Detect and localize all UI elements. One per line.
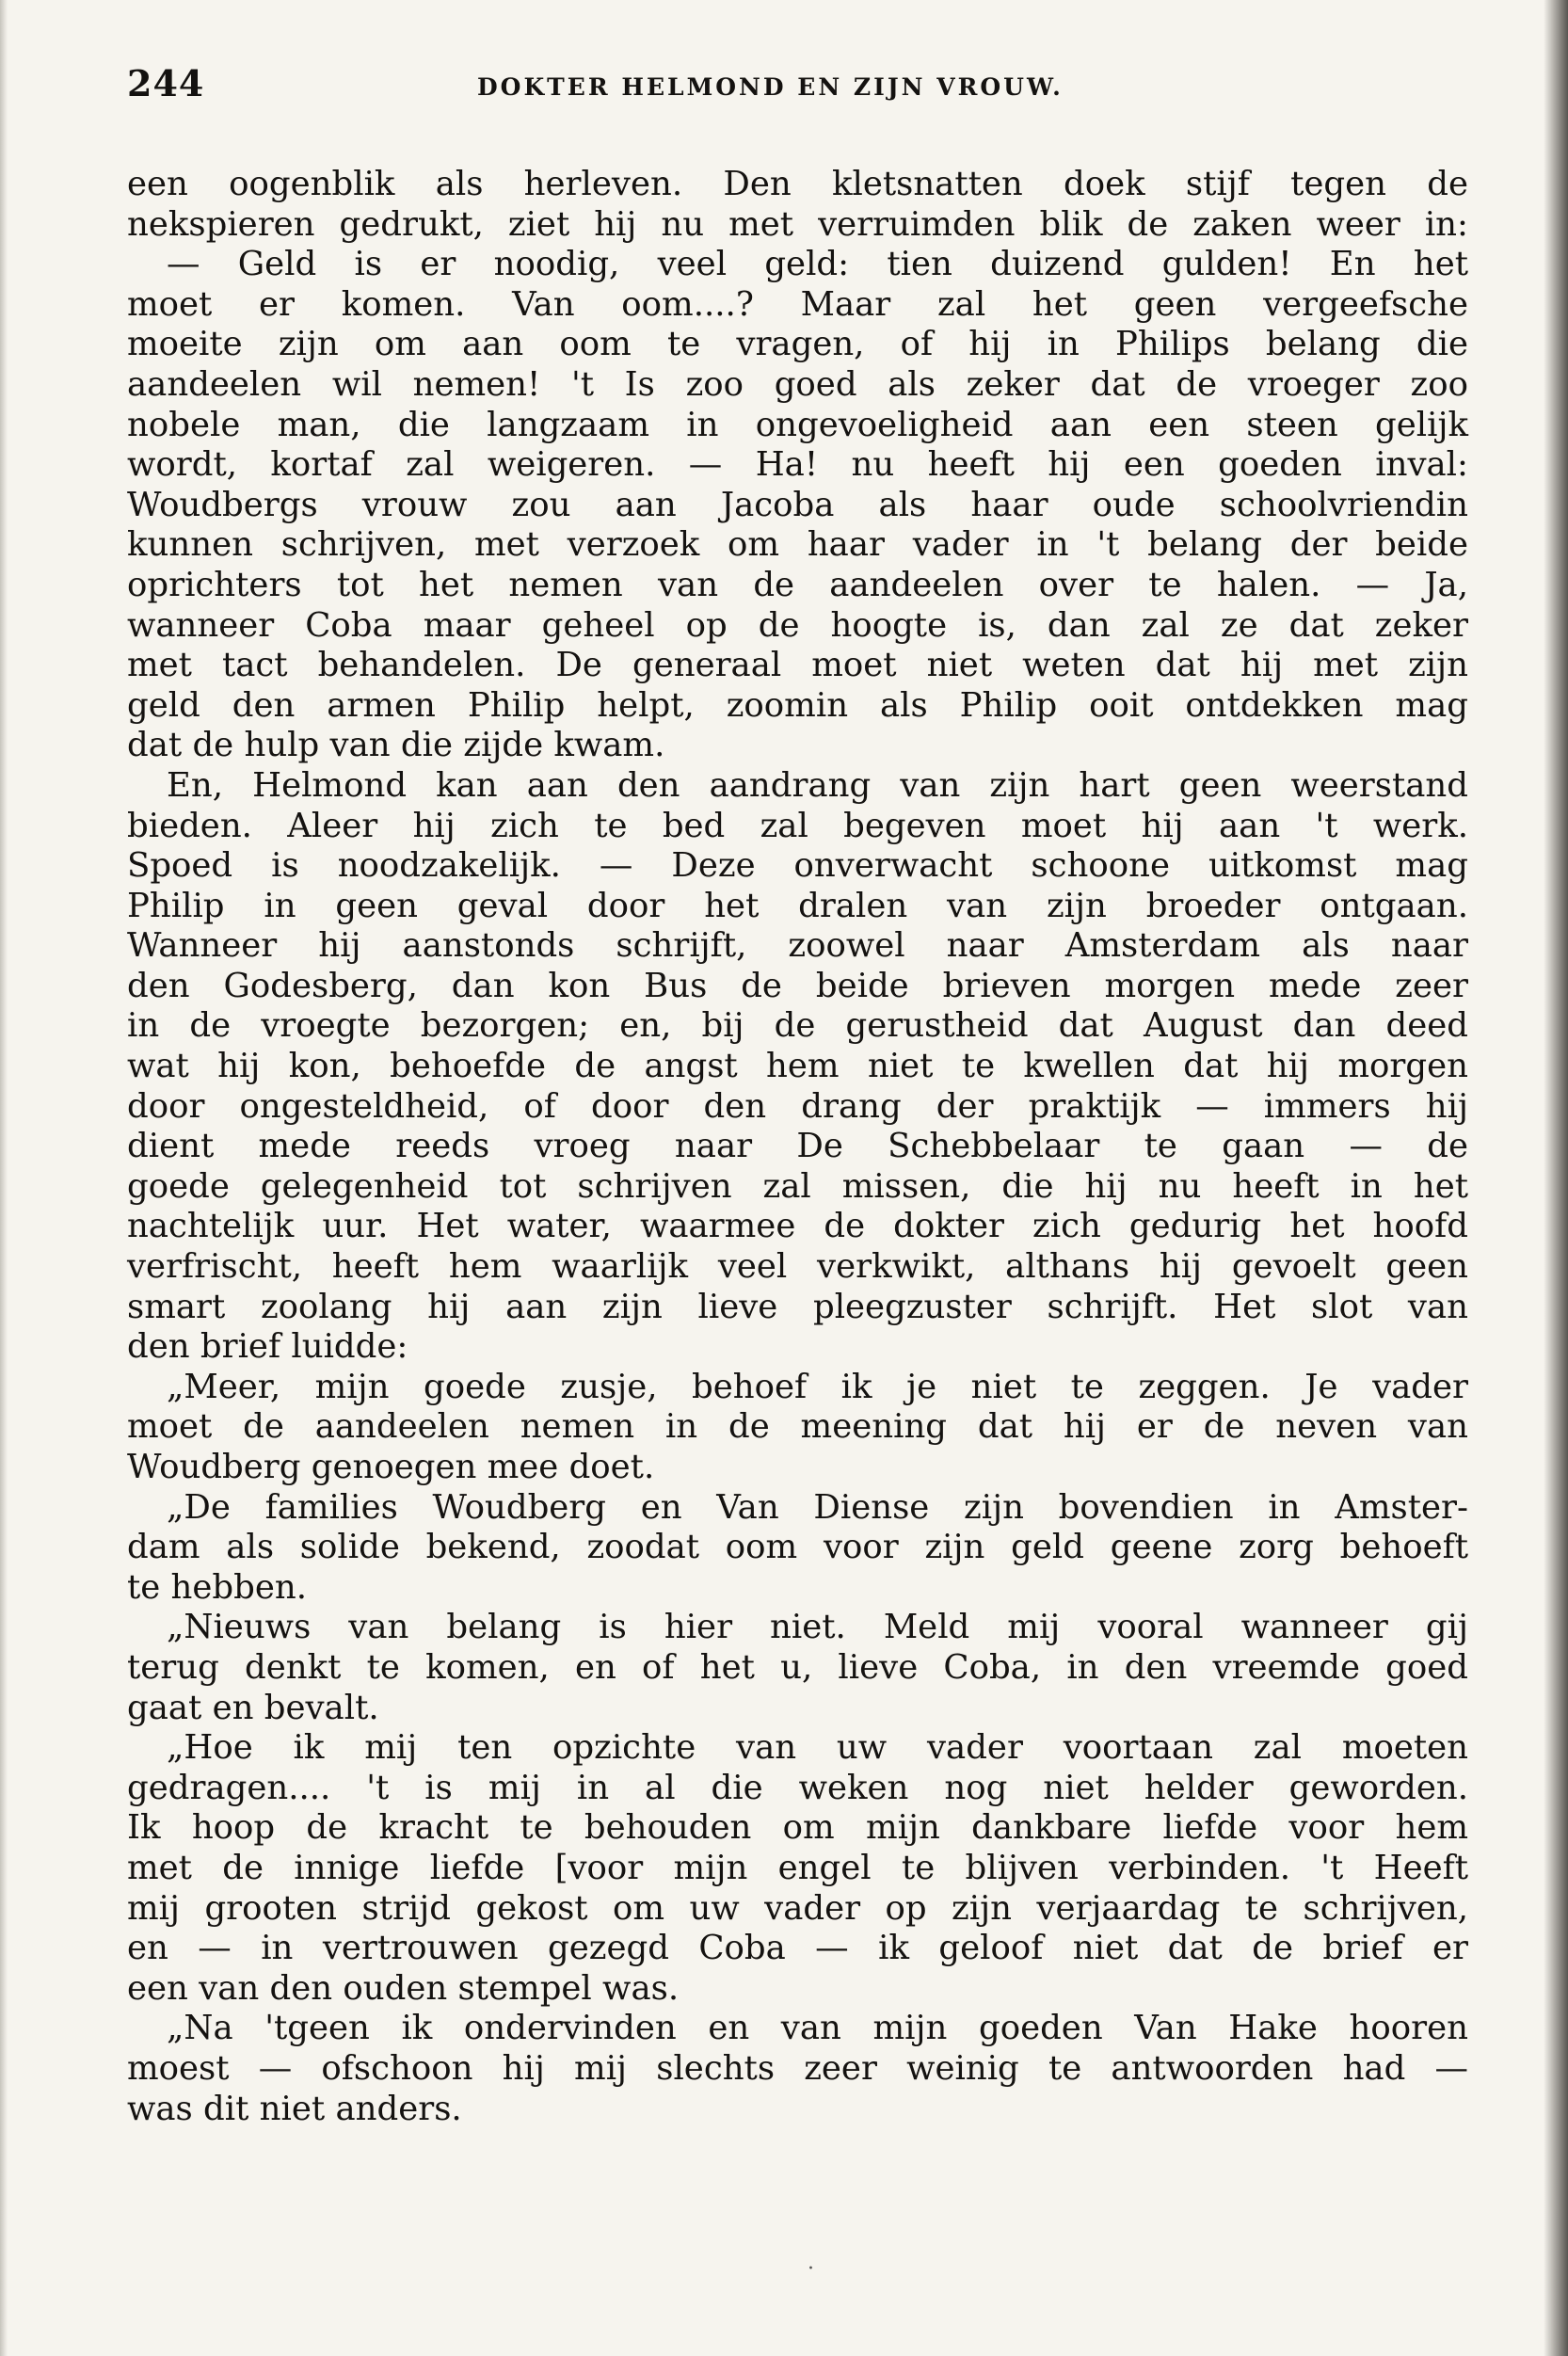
text-line: den Godesberg, dan kon Bus de beide brieven morgen mede zeer: [127, 966, 1468, 1005]
text-line: een van den ouden stempel was.: [127, 1968, 680, 2008]
text-line: moet de aandeelen nemen in de meening dat hij er de neven van: [127, 1407, 1468, 1447]
text-line: dam als solide bekend, zoodat oom voor zijn geld geene zorg behoeft: [127, 1528, 1468, 1567]
text-line: „Nieuws van belang is hier niet. Meld mij vooral wanneer gij: [167, 1608, 1468, 1647]
page-header: [127, 62, 1482, 119]
text-line: „Na 'tgeen ik ondervinden en van mijn goeden Van Hake hooren: [167, 2009, 1468, 2048]
text-line: in de vroegte bezorgen; en, bij de gerustheid dat August dan deed: [127, 1006, 1468, 1046]
text-line: nachtelijk uur. Het water, waarmee de dokter zich gedurig het hoofd: [127, 1207, 1468, 1246]
text-line: den brief luidde:: [127, 1327, 408, 1367]
page-number: 244: [127, 62, 205, 104]
text-line: goede gelegenheid tot schrijven zal missen, die hij nu heeft in het: [127, 1166, 1468, 1206]
text-line: moet er komen. Van oom....? Maar zal het geen vergeefsche: [127, 284, 1468, 324]
text-line: Philip in geen geval door het dralen van zijn broeder ontgaan.: [127, 886, 1468, 925]
text-line: smart zoolang hij aan zijn lieve pleegzuster schrijft. Het slot van: [127, 1287, 1468, 1326]
page-binding-shadow: [1544, 0, 1568, 2356]
text-line: En, Helmond kan aan den aandrang van zijn hart geen weerstand: [167, 765, 1468, 805]
print-speck: ·: [808, 2257, 814, 2281]
text-line: „Meer, mijn goede zusje, behoef ik je niet te zeggen. Je vader: [167, 1367, 1468, 1406]
text-line: wordt, kortaf zal weigeren. — Ha! nu heeft hij een goeden inval:: [127, 445, 1468, 485]
text-line: wat hij kon, behoefde de angst hem niet te kwellen dat hij morgen: [127, 1047, 1468, 1086]
text-line: een oogenblik als herleven. Den kletsnatten doek stijf tegen de: [127, 165, 1468, 203]
text-line: te hebben.: [127, 1567, 308, 1607]
body-text: [127, 165, 1468, 2129]
text-line: en — in vertrouwen gezegd Coba — ik geloof niet dat de brief er: [127, 1929, 1468, 1968]
text-line: gedragen.... 't is mij in al die weken nog niet helder geworden.: [127, 1768, 1468, 1807]
text-line: geld den armen Philip helpt, zoomin als Philip ooit ontdekken mag: [127, 685, 1468, 725]
text-line: moest — ofschoon hij mij slechts zeer weinig te antwoorden had —: [127, 2048, 1468, 2088]
text-line: dat de hulp van die zijde kwam.: [127, 726, 665, 765]
text-line: „De families Woudberg en Van Diense zijn bovendien in Amster-: [167, 1487, 1468, 1527]
text-line: terug denkt te komen, en of het u, lieve Coba, in den vreemde goed: [127, 1647, 1468, 1687]
text-line: oprichters tot het nemen van de aandeelen over te halen. — Ja,: [127, 565, 1468, 604]
text-line: Spoed is noodzakelijk. — Deze onverwacht schoone uitkomst mag: [127, 846, 1468, 886]
text-line: — Geld is er noodig, veel geld: tien duizend gulden! En het: [167, 245, 1468, 284]
text-line: was dit niet anders.: [127, 2089, 462, 2128]
text-line: bieden. Aleer hij zich te bed zal begeven moet hij aan 't werk.: [127, 806, 1468, 845]
text-line: Woudbergs vrouw zou aan Jacoba als haar oude schoolvriendin: [127, 485, 1468, 524]
text-line: nobele man, die langzaam in ongevoeligheid aan een steen gelijk: [127, 405, 1468, 444]
text-line: gaat en bevalt.: [127, 1688, 379, 1727]
text-line: verfrischt, heeft hem waarlijk veel verkwikt, althans hij gevoelt geen: [127, 1247, 1468, 1287]
text-line: mij grooten strijd gekost om uw vader op zijn verjaardag te schrijven,: [127, 1888, 1468, 1928]
text-line: door ongesteldheid, of door den drang der praktijk — immers hij: [127, 1086, 1468, 1126]
text-line: met tact behandelen. De generaal moet niet weten dat hij met zijn: [127, 646, 1468, 685]
text-line: „Hoe ik mij ten opzichte van uw vader voortaan zal moeten: [167, 1728, 1468, 1768]
text-line: aandeelen wil nemen! 't Is zoo goed als zeker dat de vroeger zoo: [127, 364, 1468, 404]
text-line: dient mede reeds vroeg naar De Schebbelaar te gaan — de: [127, 1127, 1468, 1166]
text-line: kunnen schrijven, met verzoek om haar vader in 't belang der beide: [127, 525, 1468, 565]
text-line: wanneer Coba maar geheel op de hoogte is, dan zal ze dat zeker: [127, 605, 1468, 645]
text-line: Ik hoop de kracht te behouden om mijn dankbare liefde voor hem: [127, 1808, 1468, 1848]
text-line: nekspieren gedrukt, ziet hij nu met verruimden blik de zaken weer in:: [127, 204, 1468, 244]
page-left-shadow: [0, 0, 8, 2356]
text-line: Wanneer hij aanstonds schrijft, zoowel naar Amsterdam als naar: [127, 926, 1468, 966]
text-line: Woudberg genoegen mee doet.: [127, 1448, 655, 1486]
text-line: met de innige liefde [voor mijn engel te blijven verbinden. 't Heeft: [127, 1848, 1468, 1887]
text-line: moeite zijn om aan oom te vragen, of hij in Philips belang die: [127, 325, 1468, 364]
running-title: DOKTER HELMOND EN ZIJN VROUW.: [477, 73, 1064, 101]
